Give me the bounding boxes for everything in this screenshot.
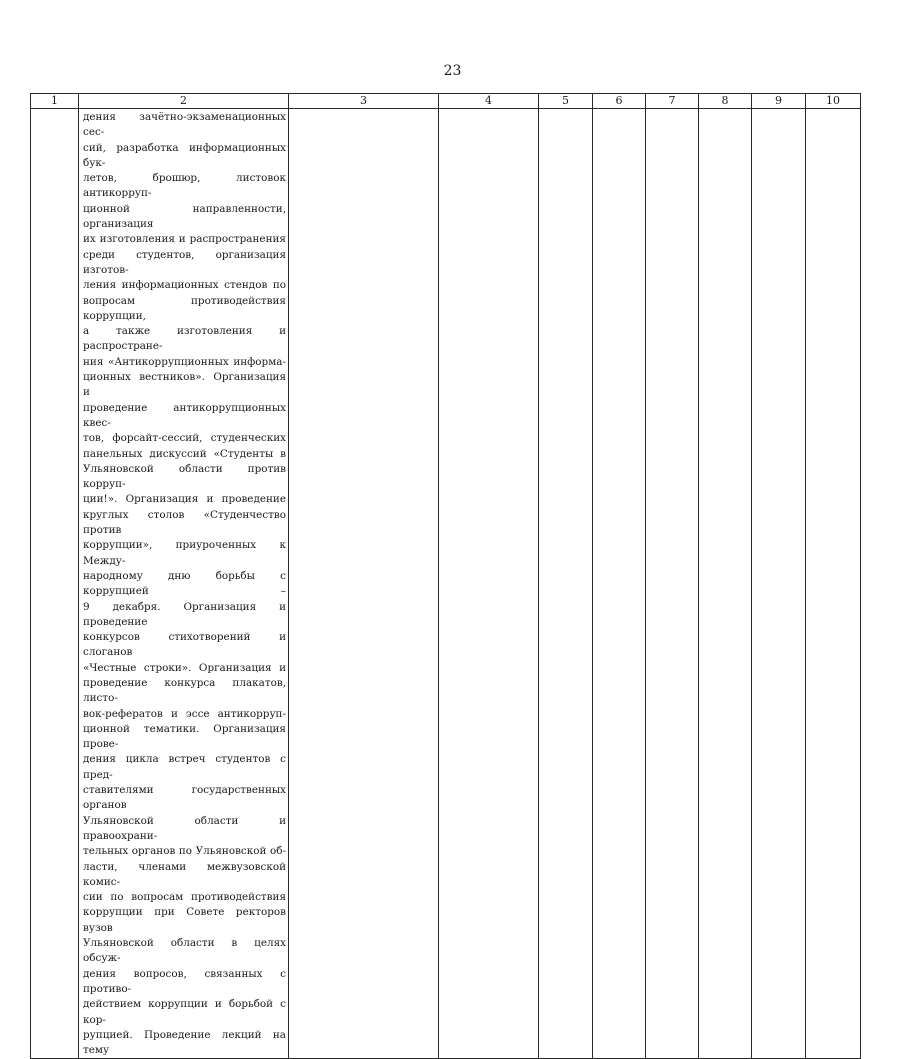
text-line: сий, разработка информационных бук- bbox=[83, 141, 286, 169]
text-line: сии по вопросам противодействия bbox=[83, 891, 286, 904]
text-line: а также изготовления и распростране- bbox=[83, 325, 286, 353]
text-line: ласти, членами межвузовской комис- bbox=[83, 860, 286, 888]
text-line: коррупции», приуроченных к Между- bbox=[83, 539, 286, 567]
text-line: тов, форсайт-сессий, студенческих bbox=[83, 432, 286, 445]
page-number: 23 bbox=[443, 63, 462, 79]
text-line: действием коррупции и борьбой с кор- bbox=[83, 998, 286, 1026]
text-line: проведение антикоррупционных квес- bbox=[83, 401, 286, 429]
column-number-4: 4 bbox=[439, 94, 539, 109]
text-line: вок-рефератов и эссе антикорруп- bbox=[83, 707, 286, 720]
column-number-2: 2 bbox=[79, 94, 289, 109]
text-line: Ульяновской области против корруп- bbox=[83, 462, 286, 491]
cell-col-4 bbox=[439, 109, 539, 1059]
cell-col-6 bbox=[593, 109, 646, 1059]
text-line: народному дню борьбы с коррупцией – bbox=[83, 569, 286, 598]
text-line: тельных органов по Ульяновской об- bbox=[83, 845, 286, 858]
cell-col-5 bbox=[539, 109, 593, 1059]
text-line: ционной тематики. Организация прове- bbox=[83, 722, 286, 751]
cell-col-2 bbox=[79, 109, 289, 1059]
text-line: Ульяновской области и правоохрани- bbox=[83, 814, 286, 842]
cell-col-1 bbox=[31, 109, 79, 1059]
text-line: Ульяновской области в целях обсуж- bbox=[83, 937, 286, 965]
column-number-7: 7 bbox=[646, 94, 699, 109]
activity-description bbox=[79, 109, 288, 1058]
text-line: ления информационных стендов по bbox=[83, 279, 286, 292]
text-line: их изготовления и распространения bbox=[83, 233, 286, 246]
text-line: коррупции при Совете ректоров вузов bbox=[83, 906, 286, 934]
column-number-10: 10 bbox=[806, 94, 861, 109]
cell-col-9 bbox=[752, 109, 806, 1059]
text-line: проведение конкурса плакатов, листо- bbox=[83, 676, 286, 705]
text-line: панельных дискуссий «Студенты в bbox=[83, 447, 286, 460]
text-line: 9 декабря. Организация и проведение bbox=[83, 600, 286, 628]
cell-col-10 bbox=[806, 109, 861, 1059]
text-line: летов, брошюр, листовок антикорруп- bbox=[83, 172, 286, 200]
column-number-8: 8 bbox=[699, 94, 752, 109]
text-line: дения цикла встреч студентов с пред- bbox=[83, 753, 286, 781]
text-line: «Честные строки». Организация и bbox=[83, 661, 286, 674]
plan-table bbox=[30, 93, 861, 1059]
cell-col-3 bbox=[289, 109, 439, 1059]
column-number-9: 9 bbox=[752, 94, 806, 109]
text-line: дения зачётно-экзаменационных сес- bbox=[83, 111, 286, 139]
cell-col-7 bbox=[646, 109, 699, 1059]
text-line: дения вопросов, связанных с противо- bbox=[83, 967, 286, 995]
text-line: круглых столов «Студенчество против bbox=[83, 508, 286, 537]
column-number-row bbox=[31, 94, 861, 109]
column-number-3: 3 bbox=[289, 94, 439, 109]
text-line: ционных вестников». Организация и bbox=[83, 371, 286, 399]
column-number-1: 1 bbox=[31, 94, 79, 109]
text-line: конкурсов стихотворений и слоганов bbox=[83, 631, 286, 659]
text-line: рупцией. Проведение лекций на тему bbox=[83, 1028, 286, 1057]
text-line: ставителями государственных органов bbox=[83, 784, 286, 812]
text-line: ционной направленности, организация bbox=[83, 202, 286, 231]
text-line: ции!». Организация и проведение bbox=[83, 493, 286, 506]
column-number-6: 6 bbox=[593, 94, 646, 109]
text-line: вопросам противодействия коррупции, bbox=[83, 294, 286, 322]
cell-col-8 bbox=[699, 109, 752, 1059]
table-row bbox=[31, 109, 861, 1059]
column-number-5: 5 bbox=[539, 94, 593, 109]
text-line: ния «Антикоррупционных информа- bbox=[83, 355, 286, 368]
text-line: среди студентов, организация изготов- bbox=[83, 248, 286, 276]
